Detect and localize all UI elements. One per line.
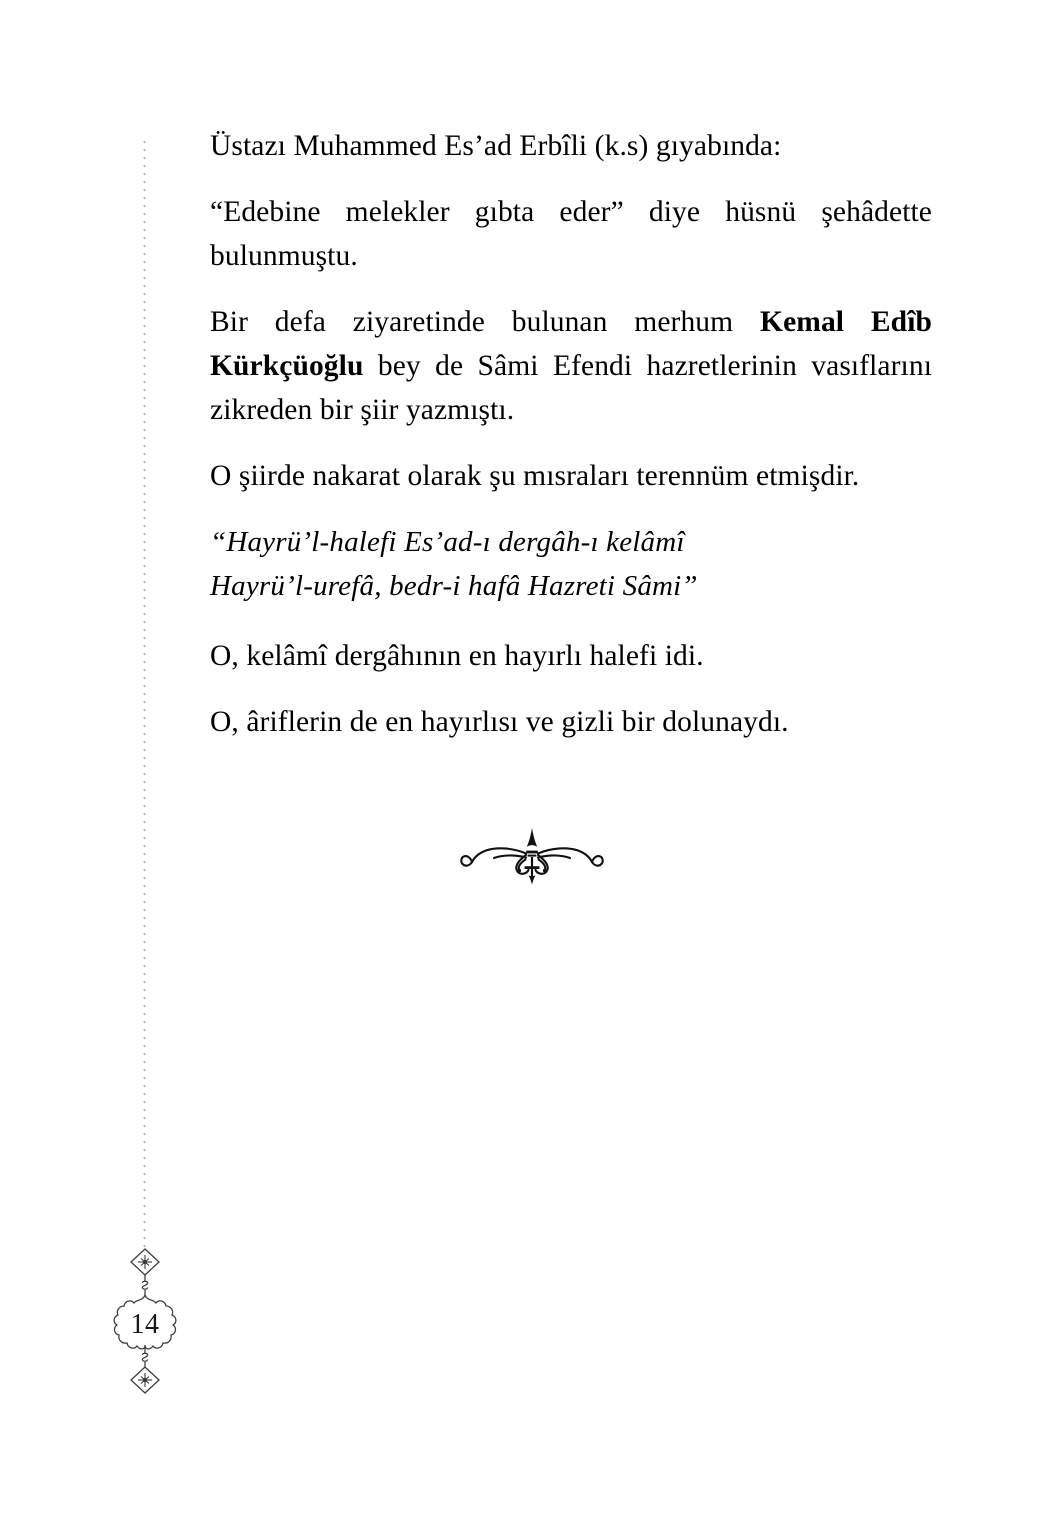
paragraph-visit	[210, 300, 932, 432]
text-column	[210, 124, 932, 744]
paragraph-visit-after: bey de Sâmi Efendi hazretlerinin vasıflarını zikreden bir şiir yazmıştı.	[210, 350, 932, 426]
verse-line-1: “Hayrü’l-halefi Es’ad-ı dergâh-ı kelâmî	[210, 526, 685, 558]
filigree-flourish-icon	[458, 826, 606, 888]
paragraph-intro: Üstazı Muhammed Es’ad Erbîli (k.s) gıyabında:	[210, 130, 782, 162]
paragraph-visit-before: Bir defa ziyaretinde bulunan merhum	[210, 306, 761, 338]
verse-block	[210, 520, 932, 608]
scalloped-medallion-icon	[97, 1243, 193, 1405]
paragraph-line-1: O, kelâmî dergâhının en hayırlı halefi idi.	[210, 640, 704, 672]
paragraph-quote: “Edebine melekler gıbta eder” diye hüsnü şehâdette bulunmuştu.	[210, 196, 932, 272]
paragraph-nakarat: O şiirde nakarat olarak şu mısraları terennüm etmişdir.	[210, 460, 860, 492]
center-ornament	[0, 826, 1063, 888]
folio-medallion	[97, 1243, 193, 1405]
paragraph-line-2: O, âriflerin de en hayırlısı ve gizli bir dolunaydı.	[210, 706, 789, 738]
page-number: 14	[130, 1309, 160, 1340]
verse-line-2: Hayrü’l-urefâ, bedr-i hafâ Hazreti Sâmi”	[210, 570, 698, 602]
vertical-dotted-rule	[143, 138, 146, 1250]
person-name-bold: Kemal Edîb Kürkçüoğlu	[210, 306, 932, 382]
